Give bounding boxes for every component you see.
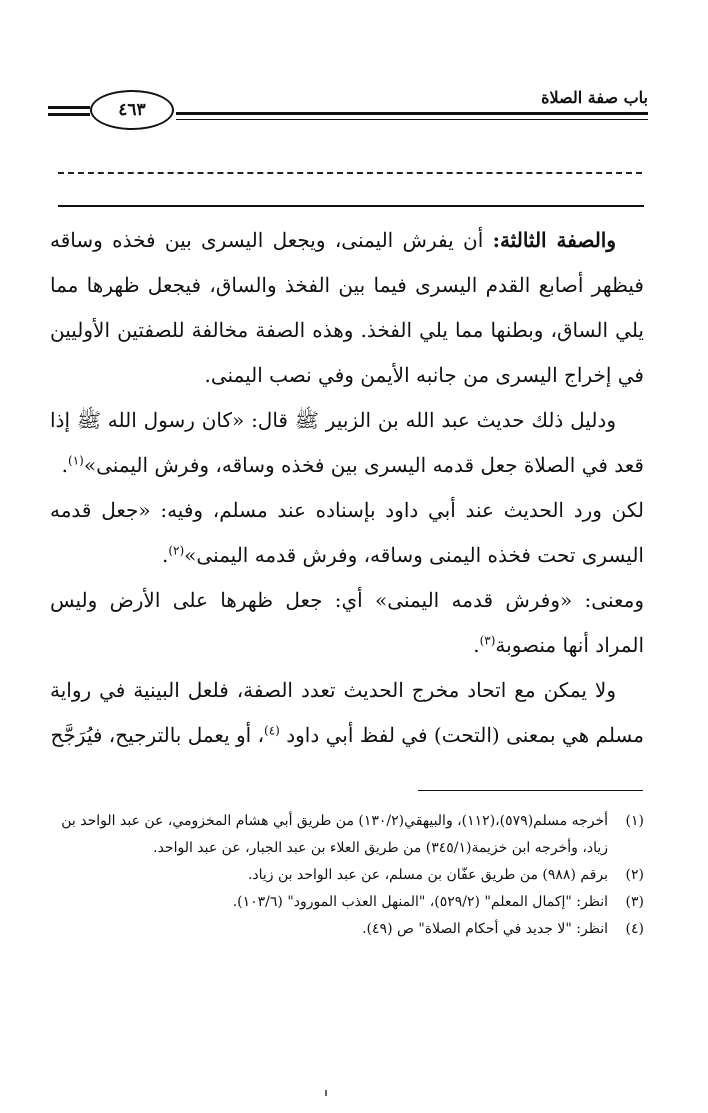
paragraph-5 bbox=[50, 668, 644, 758]
footnote-number: (٤) bbox=[625, 921, 644, 937]
footnote-3 bbox=[50, 889, 644, 916]
paragraph-4-end: . bbox=[473, 633, 480, 657]
footnote-2 bbox=[50, 862, 644, 889]
paragraph-5-end: ، أو يعمل بالترجيح، فيُرَجَّح bbox=[50, 723, 265, 747]
header-rule-right-top bbox=[176, 112, 648, 115]
footnote-ref-4: (٤) bbox=[264, 723, 280, 738]
paragraph-3-text: لكن ورد الحديث عند أبي داود بإسناده عند مسلم، وفيه: «جعل قدمه اليسرى تحت فخذه اليمنى وساقه، وفرش قدمه اليمنى» bbox=[50, 498, 644, 567]
footnote-ref-3: (٣) bbox=[479, 633, 496, 648]
footnote-number: (١) bbox=[625, 813, 644, 829]
paragraph-3-end: . bbox=[161, 543, 169, 567]
paragraph-2-text: ودليل ذلك حديث عبد الله بن الزبير ﷺ قال: «كان رسول الله ﷺ إذا قعد في الصلاة جعل قدمه اليسرى بين فخذه وساقه، وفرش اليمنى» bbox=[50, 408, 644, 477]
chapter-title: باب صفة الصلاة bbox=[541, 88, 648, 107]
paragraph-2-end: . bbox=[61, 453, 68, 477]
scan-speck bbox=[325, 1090, 327, 1096]
header-rule-right-bottom bbox=[176, 119, 648, 120]
dashed-separator bbox=[58, 172, 642, 174]
paragraph-2 bbox=[50, 398, 644, 488]
main-text bbox=[50, 218, 644, 758]
page-header bbox=[48, 82, 648, 132]
footnote-ref-1: (١) bbox=[68, 453, 84, 468]
body-top-rule bbox=[58, 205, 644, 207]
footnote-1 bbox=[50, 808, 644, 862]
paragraph-4-text: ومعنى: «وفرش قدمه اليمنى» أي: جعل ظهرها على الأرض وليس المراد أنها منصوبة bbox=[50, 588, 644, 657]
paragraph-3 bbox=[50, 488, 644, 578]
paragraph-4 bbox=[50, 578, 644, 668]
footnote-separator bbox=[418, 790, 643, 791]
paragraph-1-label: والصفة الثالثة: bbox=[492, 228, 617, 252]
footnotes bbox=[50, 808, 644, 943]
paragraph-1-text: أن يفرش اليمنى، ويجعل اليسرى بين فخذه وساقه فيظهر أصابع القدم اليسرى فيما بين الفخذ والساق، فيجعل ظهرها مما يلي الساق، وبطنها مما يلي الفخذ. وهذه الصفة مخالفة للصفتين الأوليين في إخراج اليسرى من جانبه الأيمن وفي نصب اليمنى. bbox=[50, 228, 644, 387]
footnote-number: (٣) bbox=[625, 894, 644, 910]
paragraph-1 bbox=[50, 218, 644, 398]
footnote-text: برقم (٩٨٨) من طريق عفّان بن مسلم، عن عبد الواحد بن زياد. bbox=[247, 867, 608, 883]
footnote-number: (٢) bbox=[625, 867, 644, 883]
footnote-text: انظر: "إكمال المعلم" (٥٢٩/٢)، "المنهل العذب المورود" (١٠٣/٦). bbox=[232, 894, 608, 910]
header-rule-left-bottom bbox=[48, 113, 90, 116]
page-number: ٤٦٣ bbox=[90, 90, 174, 130]
footnote-text: أخرجه مسلم(٥٧٩)،(١١٢)، والبيهقي(١٣٠/٢) من طريق أبي هشام المخزومي، عن عبد الواحد بن زياد، وأخرجه ابن خزيمة(٣٤٥/١) من طريق العلاء بن عبد الجبار، عن عبد الواحد. bbox=[61, 813, 608, 856]
paragraph-5-text: ولا يمكن مع اتحاد مخرج الحديث تعدد الصفة، فلعل البينية في رواية مسلم هي بمعنى (التحت) في لفظ أبي داود bbox=[50, 678, 644, 747]
footnote-4 bbox=[50, 916, 644, 943]
header-rule-left-top bbox=[48, 106, 90, 109]
footnote-text: انظر: "لا جديد في أحكام الصلاة" ص (٤٩). bbox=[362, 921, 608, 937]
footnote-ref-2: (٢) bbox=[168, 543, 185, 558]
